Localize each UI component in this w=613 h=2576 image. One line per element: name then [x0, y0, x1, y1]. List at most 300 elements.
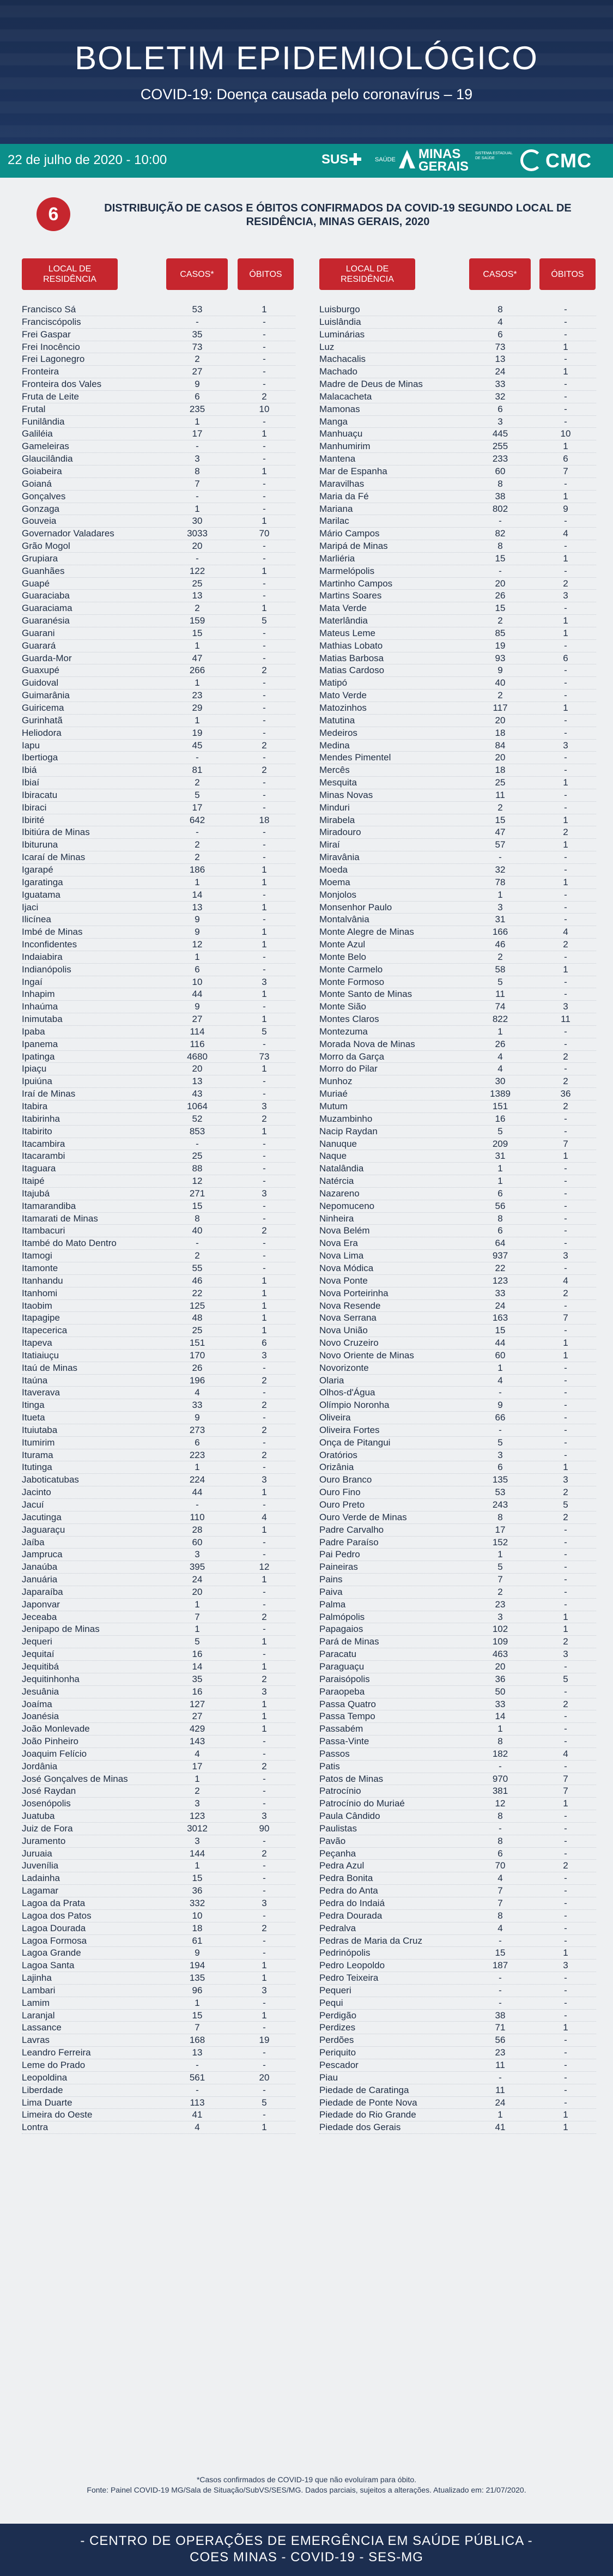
municipality-name: Piau	[319, 2072, 338, 2083]
obitos-value: 2	[563, 1511, 568, 1522]
table-row	[319, 789, 596, 802]
obitos-value: -	[263, 1437, 266, 1448]
casos-value: 11	[495, 989, 505, 1000]
casos-value: 1	[195, 1773, 200, 1784]
casos-value: 2	[195, 839, 200, 850]
municipality-name: Governador Valadares	[22, 528, 114, 539]
casos-value: 2	[195, 354, 200, 365]
municipality-name: Matias Cardoso	[319, 665, 385, 676]
casos-value: 44	[495, 1338, 506, 1349]
municipality-name: Luz	[319, 341, 335, 352]
obitos-value: 1	[262, 1287, 267, 1298]
municipality-name: Mathias Lobato	[319, 640, 383, 651]
municipality-name: Mendes Pimentel	[319, 752, 391, 763]
casos-value: 20	[192, 1063, 203, 1074]
municipality-name: Miraí	[319, 839, 340, 850]
obitos-value: 1	[262, 876, 267, 887]
obitos-value: -	[564, 1823, 567, 1834]
obitos-value: -	[263, 1001, 266, 1012]
municipality-name: Matutina	[319, 715, 355, 725]
municipality-name: Jequeri	[22, 1636, 52, 1647]
casos-value: 53	[192, 304, 203, 315]
obitos-value: -	[263, 1586, 266, 1597]
obitos-value: -	[263, 752, 266, 763]
obitos-value: -	[564, 1537, 567, 1547]
obitos-value: -	[564, 1262, 567, 1273]
municipality-name: Guanhães	[22, 565, 65, 576]
obitos-value: -	[564, 1424, 567, 1435]
table-row	[22, 640, 295, 652]
obitos-value: 1	[563, 1611, 568, 1622]
municipality-name: Ladainha	[22, 1873, 60, 1884]
municipality-name: Paineiras	[319, 1562, 358, 1573]
casos-value: 235	[189, 403, 205, 414]
table-row	[319, 1773, 596, 1786]
table-row	[22, 677, 295, 690]
table-row	[319, 1449, 596, 1462]
municipality-name: Liberdade	[22, 2084, 63, 2095]
casos-value: 224	[189, 1474, 205, 1485]
obitos-value: 1	[262, 864, 267, 875]
casos-value: 9	[497, 665, 503, 676]
casos-value: 24	[192, 1574, 203, 1585]
obitos-value: -	[564, 902, 567, 912]
casos-value: 32	[495, 864, 506, 875]
municipality-name: Ijaci	[22, 902, 39, 912]
municipality-name: Matias Barbosa	[319, 652, 384, 663]
casos-value: 445	[492, 428, 508, 439]
obitos-value: -	[564, 976, 567, 987]
minas-gerais-emblem-icon	[399, 150, 415, 168]
municipality-name: Itamogi	[22, 1250, 52, 1261]
municipality-name: Montezuma	[319, 1026, 368, 1037]
obitos-value: 1	[563, 1948, 568, 1958]
table-row	[319, 1922, 596, 1935]
obitos-value: 1	[262, 1275, 267, 1286]
municipality-name: Frei Lagonegro	[22, 354, 85, 365]
municipality-name: Imbé de Minas	[22, 927, 83, 938]
right-local-header: LOCAL DE RESIDÊNCIA	[319, 258, 415, 290]
table-row	[319, 565, 596, 578]
obitos-value: 3	[563, 590, 568, 601]
casos-value: 4	[497, 1873, 503, 1884]
casos-value: 6	[497, 1462, 503, 1473]
municipality-name: Heliodora	[22, 727, 62, 738]
obitos-value: -	[263, 1798, 266, 1809]
casos-value: 223	[189, 1449, 205, 1460]
table-row	[22, 1985, 295, 1997]
obitos-value: -	[564, 403, 567, 414]
casos-value: 4	[497, 1051, 503, 1062]
casos-value: -	[196, 2084, 199, 2095]
mg-line2: GERAIS	[418, 159, 469, 174]
obitos-value: 5	[262, 2097, 267, 2108]
casos-value: 4	[497, 1375, 503, 1386]
municipality-name: Nova Belém	[319, 1225, 370, 1236]
table-row	[22, 366, 295, 378]
casos-value: -	[196, 316, 199, 327]
municipality-name: Ipanema	[22, 1038, 58, 1049]
obitos-value: -	[564, 1063, 567, 1074]
obitos-value: 1	[262, 1711, 267, 1722]
obitos-value: 1	[262, 2010, 267, 2021]
municipality-name: Pedro Teixeira	[319, 1973, 379, 1984]
obitos-value: -	[564, 1574, 567, 1585]
table-row	[22, 1001, 295, 1013]
obitos-value: -	[263, 1213, 266, 1224]
table-row	[319, 814, 596, 827]
obitos-value: -	[263, 354, 266, 365]
casos-value: 45	[192, 740, 203, 751]
casos-value: 8	[497, 1835, 503, 1846]
municipality-name: Guidoval	[22, 678, 59, 688]
table-row	[319, 964, 596, 976]
table-row	[319, 316, 596, 329]
casos-value: 8	[497, 1811, 503, 1822]
obitos-value: -	[564, 2059, 567, 2070]
municipality-name: Marliéria	[319, 553, 355, 564]
obitos-value: -	[564, 2097, 567, 2108]
casos-value: 1	[195, 1599, 200, 1610]
casos-value: -	[499, 1424, 502, 1435]
obitos-value: -	[263, 1773, 266, 1784]
obitos-value: -	[564, 1387, 567, 1398]
municipality-name: Ipatinga	[22, 1051, 55, 1062]
casos-value: 1	[195, 951, 200, 962]
municipality-name: Jampruca	[22, 1549, 63, 1560]
municipality-name: Pedra do Anta	[319, 1885, 378, 1896]
casos-value: 25	[192, 578, 203, 589]
municipality-name: Olaria	[319, 1375, 344, 1386]
cross-icon	[349, 153, 361, 165]
municipality-name: Passa-Vinte	[319, 1736, 369, 1747]
table-row	[22, 341, 295, 354]
obitos-value: 7	[563, 1138, 568, 1149]
obitos-value: 1	[563, 839, 568, 850]
casos-value: 1389	[490, 1089, 511, 1099]
casos-value: 23	[192, 690, 203, 701]
casos-value: 1	[497, 1549, 503, 1560]
table-row	[22, 902, 295, 914]
municipality-name: Paraopeba	[319, 1686, 365, 1697]
casos-value: 84	[495, 740, 506, 751]
municipality-name: Mercês	[319, 765, 350, 776]
obitos-value: 1	[563, 876, 568, 887]
table-row	[22, 1960, 295, 1972]
table-row	[319, 391, 596, 403]
casos-value: 853	[189, 1126, 205, 1136]
table-row	[22, 1561, 295, 1574]
casos-value: 243	[492, 1499, 508, 1510]
municipality-name: Itueta	[22, 1412, 45, 1423]
table-row	[319, 1499, 596, 1511]
obitos-value: 1	[262, 1014, 267, 1025]
casos-value: 1	[497, 889, 503, 900]
obitos-value: -	[564, 1973, 567, 1984]
table-row	[22, 1524, 295, 1537]
municipality-name: Ibiaí	[22, 777, 40, 788]
table-row	[319, 1474, 596, 1486]
obitos-value: -	[564, 329, 567, 340]
municipality-name: Pedra do Indaiá	[319, 1898, 385, 1908]
obitos-value: 1	[262, 603, 267, 614]
casos-value: -	[499, 1973, 502, 1984]
obitos-value: -	[263, 1076, 266, 1087]
casos-value: 25	[192, 1151, 203, 1162]
table-row	[22, 1835, 295, 1848]
table-row	[22, 1337, 295, 1350]
municipality-name: Indaiabira	[22, 951, 63, 962]
municipality-name: Janaúba	[22, 1562, 58, 1573]
obitos-value: 1	[262, 1063, 267, 1074]
casos-value: 9	[195, 1412, 200, 1423]
footnote-source: Fonte: Painel COVID-19 MG/Sala de Situação/SubVS/SES/MG. Dados parciais, sujeitos a alterações. Atualizado em: 21/07/2020.	[87, 2486, 526, 2494]
municipality-name: Igaratinga	[22, 876, 63, 887]
obitos-value: -	[263, 1163, 266, 1174]
obitos-value: -	[263, 590, 266, 601]
casos-value: 1	[195, 715, 200, 725]
obitos-value: -	[564, 1300, 567, 1311]
table-row	[319, 2072, 596, 2084]
footer-line2: COES MINAS - COVID-19 - SES-MG	[190, 2550, 423, 2565]
municipality-name: Morro do Pilar	[319, 1063, 378, 1074]
obitos-value: 3	[262, 1811, 267, 1822]
municipality-name: Ipuiúna	[22, 1076, 52, 1087]
casos-value: 6	[497, 1848, 503, 1859]
table-row	[319, 1524, 596, 1537]
municipality-name: Luislândia	[319, 316, 361, 327]
municipality-name: Itanhomi	[22, 1287, 58, 1298]
municipality-name: Montes Claros	[319, 1014, 379, 1025]
casos-value: 47	[495, 827, 506, 838]
obitos-value: 7	[563, 1773, 568, 1784]
casos-value: 3012	[187, 1823, 208, 1834]
obitos-value: -	[564, 1811, 567, 1822]
municipality-name: Lavras	[22, 2035, 50, 2046]
casos-value: 1	[195, 876, 200, 887]
casos-value: 1064	[187, 1101, 208, 1111]
table-row	[319, 491, 596, 503]
obitos-value: -	[263, 789, 266, 800]
table-row	[22, 802, 295, 814]
municipality-name: Perdigão	[319, 2010, 357, 2021]
casos-value: 14	[192, 1661, 203, 1672]
table-row	[22, 1773, 295, 1786]
casos-value: 27	[192, 366, 203, 377]
casos-value: 3	[497, 1449, 503, 1460]
obitos-value: -	[564, 1985, 567, 1996]
casos-value: 6	[497, 1225, 503, 1236]
table-row	[22, 515, 295, 528]
obitos-value: 1	[262, 1636, 267, 1647]
casos-value: 50	[495, 1686, 506, 1697]
obitos-value: -	[263, 1250, 266, 1261]
municipality-name: Mar de Espanha	[319, 465, 387, 476]
municipality-name: Gouveia	[22, 516, 57, 527]
casos-value: 1	[497, 2109, 503, 2120]
obitos-value: 1	[262, 1313, 267, 1323]
table-row	[22, 1213, 295, 1225]
obitos-value: 1	[563, 964, 568, 975]
casos-value: 12	[192, 1176, 203, 1187]
municipality-name: Nova Resende	[319, 1300, 381, 1311]
municipality-name: Itatiaiuçu	[22, 1350, 59, 1360]
casos-value: 395	[189, 1562, 205, 1573]
casos-value: 66	[495, 1412, 506, 1423]
table-row	[319, 727, 596, 740]
obitos-value: -	[564, 1238, 567, 1249]
table-row	[319, 802, 596, 814]
casos-value: 15	[495, 553, 506, 564]
municipality-name: Mariana	[319, 503, 353, 514]
table-row	[319, 1586, 596, 1599]
municipality-name: Piedade de Caratinga	[319, 2084, 409, 2095]
table-row	[319, 1063, 596, 1075]
obitos-value: -	[263, 1238, 266, 1249]
casos-value: 13	[192, 2047, 203, 2058]
table-row	[319, 1312, 596, 1325]
municipality-name: Guarani	[22, 627, 55, 638]
table-row	[22, 1150, 295, 1163]
municipality-name: Paulistas	[319, 1823, 357, 1834]
obitos-value: -	[564, 379, 567, 390]
obitos-value: -	[263, 491, 266, 501]
casos-value: 7	[195, 1611, 200, 1622]
obitos-value: -	[564, 391, 567, 402]
casos-value: 64	[495, 1238, 506, 1249]
sus-logo	[321, 152, 361, 177]
obitos-value: 3	[563, 1001, 568, 1012]
municipality-name: Miravânia	[319, 852, 360, 863]
municipality-name: Leandro Ferreira	[22, 2047, 91, 2058]
casos-value: 9	[195, 914, 200, 925]
municipality-name: Patrocínio	[319, 1786, 361, 1797]
municipality-name: Itaverava	[22, 1387, 60, 1398]
municipality-name: Papagaios	[319, 1624, 363, 1635]
obitos-value: 3	[262, 1686, 267, 1697]
municipality-name: Mesquita	[319, 777, 357, 788]
table-row	[319, 652, 596, 665]
table-row	[319, 1997, 596, 2010]
casos-value: 266	[189, 665, 205, 676]
table-row	[22, 1088, 295, 1100]
table-row	[22, 2059, 295, 2072]
header-stripe	[0, 5, 613, 17]
casos-value: 25	[495, 777, 506, 788]
casos-value: 166	[492, 927, 508, 938]
municipality-name: Itajubá	[22, 1188, 50, 1199]
table-row	[319, 1013, 596, 1026]
municipality-name: Peçanha	[319, 1848, 356, 1859]
table-row	[22, 764, 295, 777]
obitos-value: -	[263, 2022, 266, 2033]
casos-value: 429	[189, 1724, 205, 1734]
table-row	[319, 2034, 596, 2047]
casos-value: 13	[192, 590, 203, 601]
casos-value: 46	[192, 1275, 203, 1286]
municipality-name: Ouro Verde de Minas	[319, 1511, 407, 1522]
footer-line1: - CENTRO DE OPERAÇÕES DE EMERGÊNCIA EM SAÚDE PÚBLICA -	[80, 2533, 533, 2548]
obitos-value: -	[564, 516, 567, 527]
municipality-name: Juramento	[22, 1835, 66, 1846]
table-row	[319, 465, 596, 478]
casos-value: 33	[192, 1400, 203, 1411]
casos-value: 31	[495, 1151, 506, 1162]
municipality-name: Martins Soares	[319, 590, 382, 601]
casos-value: 151	[492, 1101, 508, 1111]
obitos-value: 1	[262, 989, 267, 1000]
obitos-value: -	[564, 864, 567, 875]
table-row	[22, 1175, 295, 1188]
casos-value: 209	[492, 1138, 508, 1149]
obitos-value: 6	[563, 652, 568, 663]
table-row	[319, 2059, 596, 2072]
casos-value: 23	[495, 2047, 506, 2058]
municipality-name: Jenipapo de Minas	[22, 1624, 100, 1635]
municipality-name: Lontra	[22, 2122, 48, 2133]
municipality-name: Ibiracatu	[22, 789, 58, 800]
minas-gerais-wordmark	[418, 148, 469, 173]
casos-value: 71	[495, 2022, 506, 2033]
casos-value: 28	[192, 1524, 203, 1535]
table-row	[319, 366, 596, 378]
obitos-value: -	[564, 765, 567, 776]
casos-value: 2	[497, 951, 503, 962]
obitos-value: -	[564, 1724, 567, 1734]
municipality-name: Galiléia	[22, 428, 53, 439]
table-row	[22, 1623, 295, 1636]
obitos-value: -	[263, 379, 266, 390]
casos-value: 20	[192, 1586, 203, 1597]
table-row	[319, 1648, 596, 1661]
casos-value: 7	[195, 478, 200, 489]
municipality-name: Guaraciama	[22, 603, 72, 614]
table-row	[22, 615, 295, 627]
municipality-name: Fronteira	[22, 366, 59, 377]
obitos-value: -	[263, 640, 266, 651]
right-obitos-header: ÓBITOS	[539, 258, 596, 290]
table-row	[22, 1972, 295, 1985]
casos-value: 17	[192, 1761, 203, 1771]
obitos-value: 6	[262, 1338, 267, 1349]
municipality-name: Gonzaga	[22, 503, 59, 514]
casos-value: 17	[495, 1524, 506, 1535]
casos-value: 61	[192, 1935, 203, 1946]
obitos-value: -	[263, 889, 266, 900]
casos-value: 3	[195, 1798, 200, 1809]
municipality-name: Limeira do Oeste	[22, 2109, 93, 2120]
obitos-value: -	[564, 1736, 567, 1747]
casos-value: 122	[189, 565, 205, 576]
municipality-name: Francisco Sá	[22, 304, 76, 315]
casos-value: 20	[495, 578, 506, 589]
table-row	[22, 789, 295, 802]
obitos-value: 2	[262, 1611, 267, 1622]
table-row	[22, 1038, 295, 1051]
obitos-value: -	[564, 304, 567, 315]
municipality-name: Ingaí	[22, 976, 43, 987]
casos-value: 1	[497, 1362, 503, 1373]
obitos-value: 2	[262, 1761, 267, 1771]
table-row	[319, 1835, 596, 1848]
obitos-value: -	[263, 2059, 266, 2070]
municipality-name: Mirabela	[319, 814, 355, 825]
obitos-value: -	[564, 1375, 567, 1386]
table-row	[319, 1823, 596, 1835]
obitos-value: -	[564, 1562, 567, 1573]
casos-value: 22	[192, 1287, 203, 1298]
casos-value: 36	[495, 1673, 506, 1684]
